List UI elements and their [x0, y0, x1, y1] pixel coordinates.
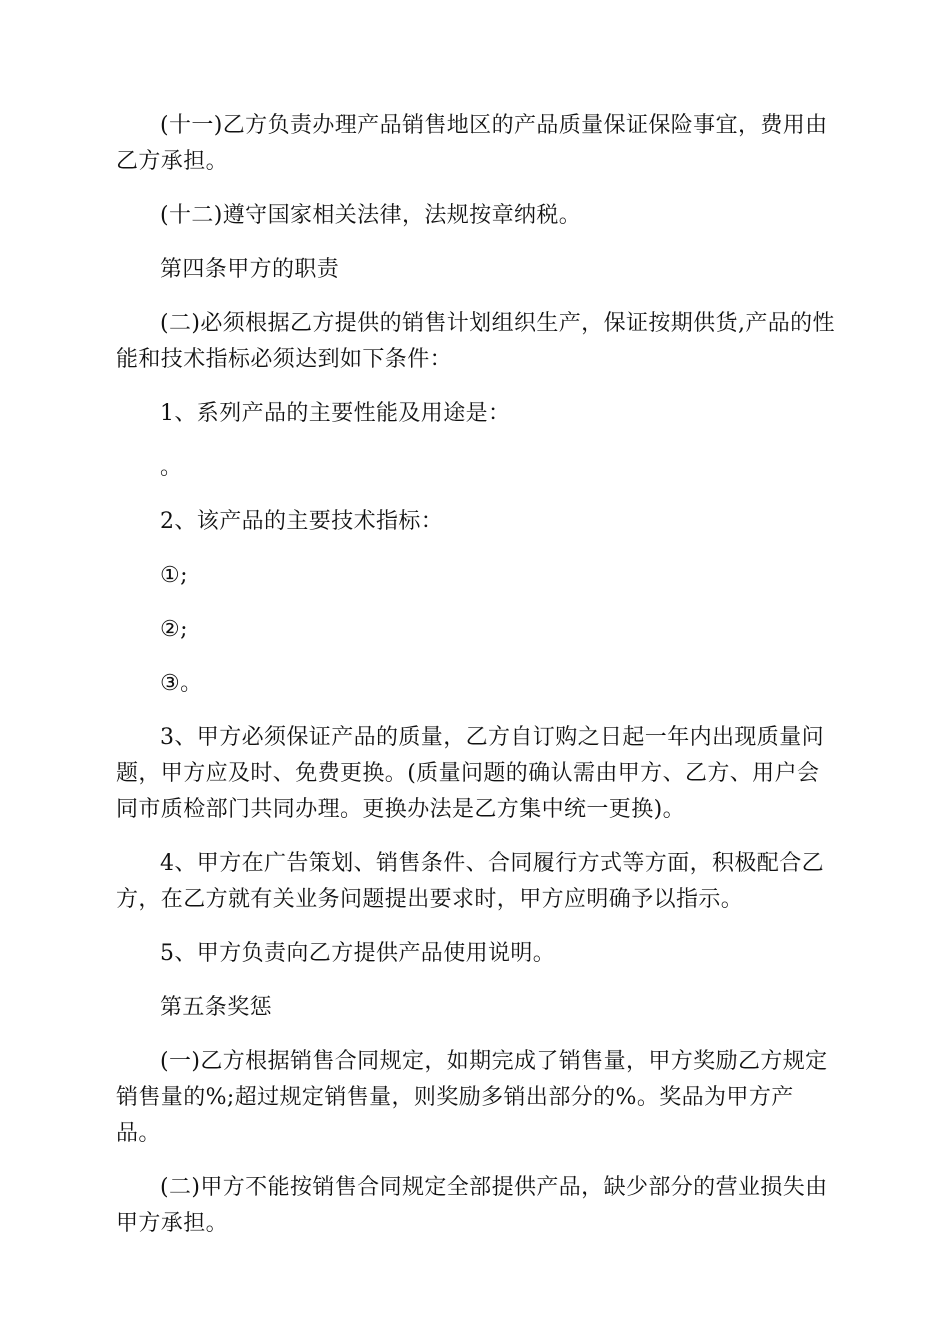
paragraph-quality-guarantee: 3、甲方必须保证产品的质量，乙方自订购之日起一年内出现质量问题，甲方应及时、免费更换。(质量问题的确认需由甲方、乙方、用户会同市质检部门共同办理。更换办法是乙方集中统一更换)。: [116, 725, 824, 822]
list-item-indicator-1: ①;: [160, 563, 188, 588]
paragraph-reward-1: (一)乙方根据销售合同规定，如期完成了销售量，甲方奖励乙方规定销售量的%;超过规定销售量，则奖励多销出部分的%。奖品为甲方产品。: [116, 1049, 828, 1146]
paragraph-clause-11: (十一)乙方负责办理产品销售地区的产品质量保证保险事宜，费用由乙方承担。: [116, 113, 828, 174]
paragraph-advertising-cooperation: 4、甲方在广告策划、销售条件、合同履行方式等方面，积极配合乙方，在乙方就有关业务问题提出要求时，甲方应明确予以指示。: [116, 851, 824, 912]
section-heading-article-5: 第五条奖惩: [160, 995, 273, 1020]
paragraph-usage-instructions: 5、甲方负责向乙方提供产品使用说明。: [160, 941, 556, 966]
document-page: [116, 108, 836, 1260]
list-item-indicator-3: ③。: [160, 671, 203, 696]
paragraph-penalty-2: (二)甲方不能按销售合同规定全部提供产品，缺少部分的营业损失由甲方承担。: [116, 1175, 828, 1236]
paragraph-clause-12: (十二)遵守国家相关法律，法规按章纳税。: [160, 203, 582, 228]
list-item-indicator-2: ②;: [160, 617, 188, 642]
paragraph-technical-indicators: 2、该产品的主要技术指标：: [160, 509, 444, 534]
paragraph-article-4-item-2: (二)必须根据乙方提供的销售计划组织生产，保证按期供货,产品的性能和技术指标必须达到如下条件：: [116, 311, 835, 372]
section-heading-article-4: 第四条甲方的职责: [160, 257, 340, 282]
paragraph-blank-period: 。: [160, 455, 183, 480]
paragraph-performance-uses: 1、系列产品的主要性能及用途是：: [160, 401, 511, 426]
